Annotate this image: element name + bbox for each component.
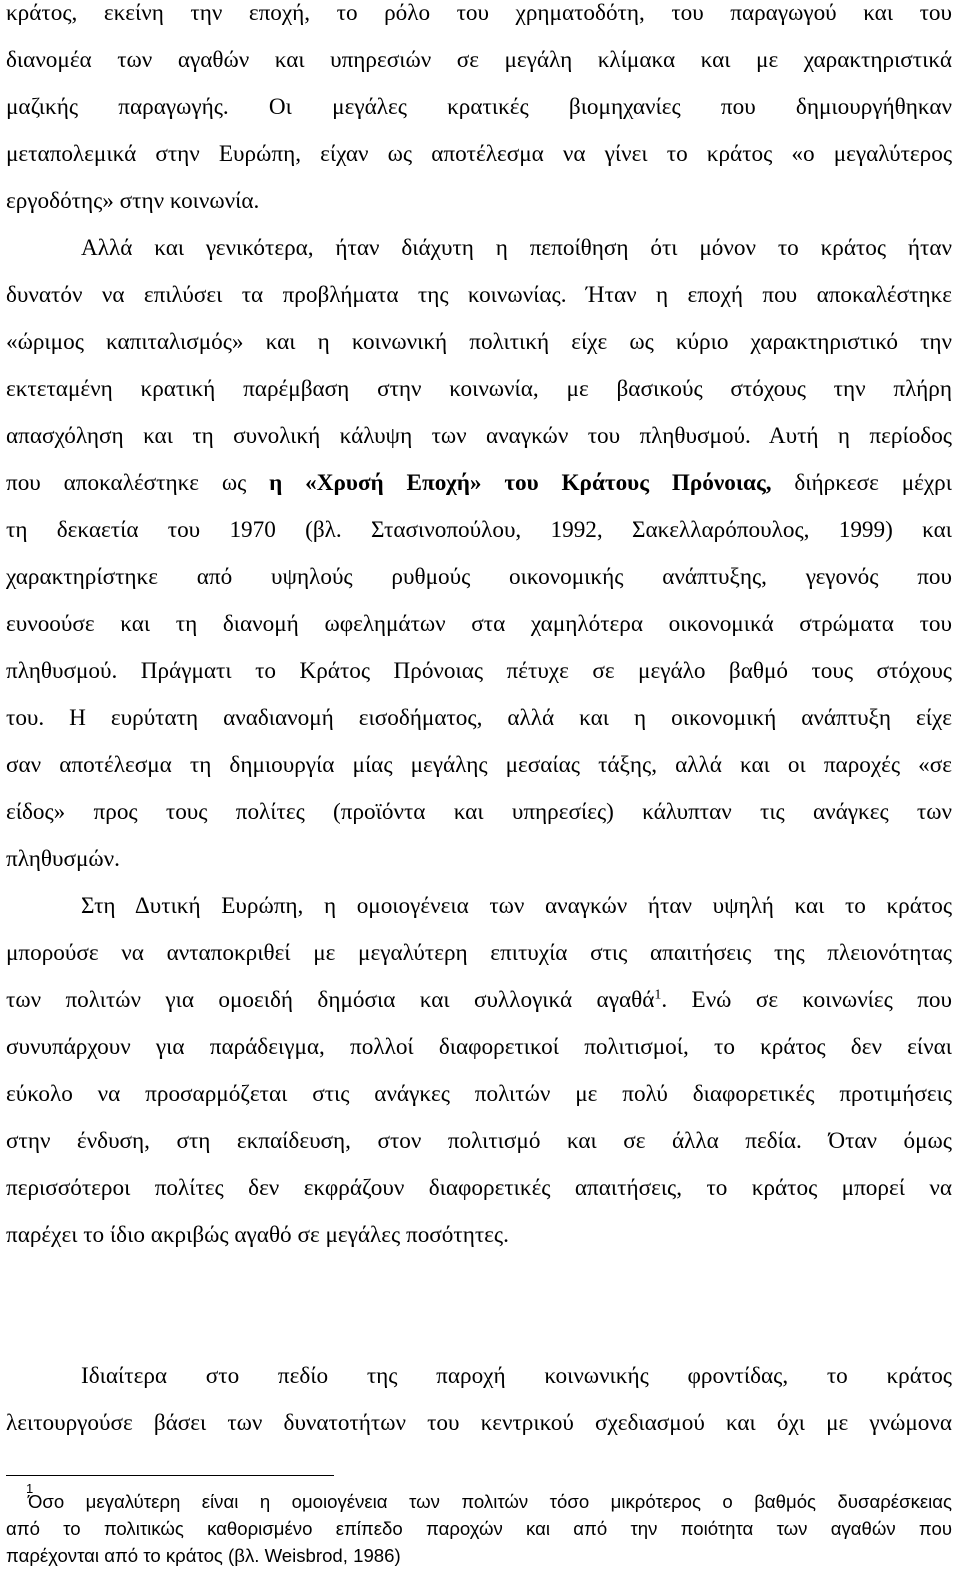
text-line: του. Η ευρύτατη αναδιανομή εισοδήματος, αλλά και η οικονομική ανάπτυξη είχε — [6, 705, 952, 731]
footnote-mark: 1 — [26, 1481, 34, 1496]
text-line: περισσότεροι πολίτες δεν εκφράζουν διαφορετικές απαιτήσεις, το κράτος μπορεί να — [6, 1175, 952, 1201]
text-line: δυνατόν να επιλύσει τα προβλήματα της κοινωνίας. Ήταν η εποχή που αποκαλέστηκε — [6, 282, 952, 308]
text-run: διήρκεσε μέχρι — [771, 470, 952, 496]
footnote-line: από το πολιτικώς καθορισμένο επίπεδο παροχών και από την ποιότητα των αγαθών που — [6, 1518, 952, 1539]
text-line: είδος» προς τους πολίτες (προϊόντα και υπηρεσίες) κάλυπταν τις ανάγκες των — [6, 799, 952, 825]
text-line: κράτος, εκείνη την εποχή, το ρόλο του χρηματοδότη, του παραγωγού και του — [6, 0, 952, 26]
text-line: μαζικής παραγωγής. Οι μεγάλες κρατικές βιομηχανίες που δημιουργήθηκαν — [6, 94, 952, 120]
text-line — [6, 980, 952, 1020]
text-line — [6, 463, 952, 503]
text-line: πληθυσμού. Πράγματι το Κράτος Πρόνοιας πέτυχε σε μεγάλο βαθμό τους στόχους — [6, 658, 952, 684]
text-line: Στη Δυτική Ευρώπη, η ομοιογένεια των αναγκών ήταν υψηλή και το κράτος — [81, 893, 952, 919]
text-line: πληθυσμών. — [6, 846, 120, 872]
bold-phrase: η «Χρυσή Εποχή» του Κράτους Πρόνοιας, — [269, 470, 772, 496]
text-line: διανομέα των αγαθών και υπηρεσιών σε μεγάλη κλίμακα και με χαρακτηριστικά — [6, 47, 952, 73]
text-line: παρέχει το ίδιο ακριβώς αγαθό σε μεγάλες ποσότητες. — [6, 1222, 509, 1248]
footnote-line: παρέχονται από το κράτος (βλ. Weisbrod, 1986) — [6, 1545, 401, 1566]
text-line: μεταπολεμικά στην Ευρώπη, είχαν ως αποτέλεσμα να γίνει το κράτος «ο μεγαλύτερος — [6, 141, 952, 167]
text-run: των πολιτών για ομοειδή δημόσια και συλλογικά αγαθά — [6, 987, 655, 1013]
text-line: χαρακτηρίστηκε από υψηλούς ρυθμούς οικονομικής ανάπτυξης, γεγονός που — [6, 564, 952, 590]
text-line: εκτεταμένη κρατική παρέμβαση στην κοινωνία, με βασικούς στόχους την πλήρη — [6, 376, 952, 402]
text-line: σαν αποτέλεσμα τη δημιουργία μίας μεγάλης μεσαίας τάξης, αλλά και οι παροχές «σε — [6, 752, 952, 778]
footnote-separator — [6, 1475, 334, 1476]
footnote-text: Όσο μεγαλύτερη είναι η ομοιογένεια των πολιτών τόσο μικρότερος ο βαθμός δυσαρέσκειας — [28, 1491, 952, 1512]
text-run: . Ενώ σε κοινωνίες που — [661, 987, 952, 1013]
text-line: «ώριμος καπιταλισμός» και η κοινωνική πολιτική είχε ως κύριο χαρακτηριστικό την — [6, 329, 952, 355]
text-line: ευνοούσε και τη διανομή ωφελημάτων στα χαμηλότερα οικονομικά στρώματα του — [6, 611, 952, 637]
text-run: που αποκαλέστηκε ως — [6, 470, 270, 496]
text-line: συνυπάρχουν για παράδειγμα, πολλοί διαφορετικοί πολιτισμοί, το κράτος δεν είναι — [6, 1034, 952, 1060]
text-line: στην ένδυση, στη εκπαίδευση, στον πολιτισμό και σε άλλα πεδία. Όταν όμως — [6, 1128, 952, 1154]
text-line: Αλλά και γενικότερα, ήταν διάχυτη η πεποίθηση ότι μόνον το κράτος ήταν — [81, 235, 952, 261]
text-line: εύκολο να προσαρμόζεται στις ανάγκες πολιτών με πολύ διαφορετικές προτιμήσεις — [6, 1081, 952, 1107]
text-line: τη δεκαετία του 1970 (βλ. Στασινοπούλου, 1992, Σακελλαρόπουλος, 1999) και — [6, 517, 952, 543]
text-line: Ιδιαίτερα στο πεδίο της παροχή κοινωνικής φροντίδας, το κράτος — [81, 1363, 952, 1389]
text-line: μπορούσε να ανταποκριθεί με μεγαλύτερη επιτυχία στις απαιτήσεις της πλειονότητας — [6, 940, 952, 966]
footnote-line — [6, 1481, 952, 1515]
text-line: εργοδότης» στην κοινωνία. — [6, 188, 260, 214]
text-line: απασχόληση και τη συνολική κάλυψη των αναγκών του πληθυσμού. Αυτή η περίοδος — [6, 423, 952, 449]
footnote-reference[interactable]: 1 — [654, 987, 662, 1003]
text-line: λειτουργούσε βάσει των δυνατοτήτων του κεντρικού σχεδιασμού και όχι με γνώμονα — [6, 1410, 952, 1436]
